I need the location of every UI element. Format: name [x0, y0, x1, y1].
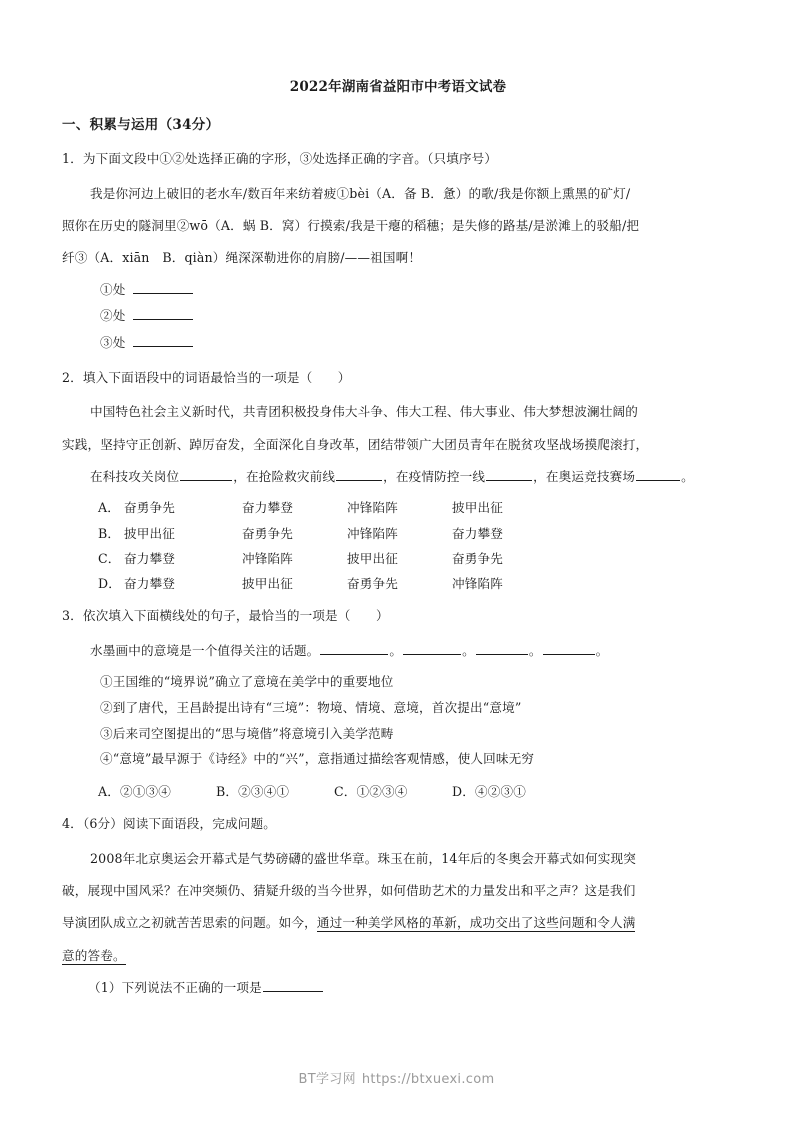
question-2-number: 2． [62, 369, 83, 385]
option-a-col-4: 披甲出征 [452, 500, 503, 516]
answer-blank-2[interactable] [133, 307, 193, 320]
footer-site-url: https://btxuexi.com [361, 1072, 495, 1087]
q2-part-3: ，在疫情防控一线 [383, 469, 486, 485]
question-3-number: 3． [62, 608, 83, 624]
option-d-col-4: 冲锋陷阵 [452, 576, 503, 592]
q3-sep-3: 。 [528, 642, 542, 658]
q2-part-2: ，在抢险救灾前线 [233, 469, 336, 485]
q2-part-5: 。 [681, 469, 694, 485]
option-a-col-1: 奋勇争先 [124, 500, 175, 516]
answer-row-3 [100, 330, 734, 356]
q3-blank-4[interactable] [543, 642, 595, 655]
question-2-body-line-3 [62, 463, 734, 491]
answer-row-1 [100, 277, 734, 303]
q3-blank-2[interactable] [403, 642, 461, 655]
page-title: 2022年湖南省益阳市中考语文试卷 [289, 79, 507, 95]
question-2-body-line-1: 中国特色社会主义新时代，共青团积极投身伟大斗争、伟大工程、伟大事业、伟大梦想波澜壮阔的 [90, 404, 638, 420]
question-3-body [62, 637, 734, 665]
answer-row-3-label: ③处 [100, 334, 126, 350]
option-c-label: C． [98, 550, 121, 566]
sequence-item-1: ①王国维的“境界说”确立了意境在美学中的重要地位 [100, 674, 394, 690]
option-a-col-2: 奋力攀登 [242, 500, 293, 516]
option-d-col-1: 奋力攀登 [124, 576, 175, 592]
question-4-stem [62, 814, 734, 834]
q3-sep-4: 。 [595, 642, 609, 658]
q2-blank-4[interactable] [636, 468, 680, 481]
q3-lead-text: 水墨画中的意境是一个值得关注的话题。 [90, 642, 320, 658]
question-4-body-line-2: 破，展现中国风采？在冲突频仍、猜疑升级的当今世界，如何借助艺术的力量发出和平之声？这是我们 [62, 883, 636, 899]
question-1-answer-blanks [62, 277, 734, 356]
question-2-option-b[interactable] [98, 521, 503, 546]
question-3-choice-c[interactable]: C．①②③④ [334, 784, 408, 800]
question-4-body-line-3 [62, 909, 734, 937]
question-4-body-line-1: 2008年北京奥运会开幕式是气势磅礴的盛世华章。珠玉在前，14年后的冬奥会开幕式如何实现突 [90, 850, 636, 866]
option-a-label: A． [98, 500, 120, 516]
question-3-stem [62, 606, 734, 626]
answer-blank-1[interactable] [133, 281, 193, 294]
question-3-sequence-list [62, 669, 734, 772]
question-1-body-line-2: 照你在历史的隧洞里②wō（A．蜗 B．窝）行摸索/我是干瘪的稻穗；是失修的路基/是淤滩上的驳船/把 [62, 217, 640, 233]
question-2-stem-text: 填入下面语段中的词语最恰当的一项是（ ） [82, 369, 351, 385]
question-1-body-line-1: 我是你河边上破旧的老水车/数百年来纺着疲①bèi（A．备 B．惫）的歌/我是你额上熏黑的矿灯/ [90, 185, 631, 201]
option-b-col-2: 奋勇争先 [242, 525, 293, 541]
page-content [62, 78, 734, 1000]
option-b-label: B． [98, 525, 121, 541]
question-2-options [98, 495, 503, 596]
sub-question-1-label: （1） [88, 980, 122, 996]
answer-row-1-label: ①处 [100, 281, 126, 297]
question-3-choices [98, 780, 734, 804]
q3-blank-3[interactable] [476, 642, 528, 655]
question-2-stem [62, 368, 734, 388]
q3-sep-2: 。 [462, 642, 475, 658]
question-1-stem-text: 为下面文段中①②处选择正确的字形，③处选择正确的字音。（只填序号） [82, 151, 498, 167]
question-1-number: 1． [62, 151, 83, 167]
answer-row-2-label: ②处 [100, 308, 126, 324]
question-4-body-line-4 [62, 942, 734, 970]
question-2-option-d[interactable] [98, 571, 503, 596]
question-2-option-c[interactable] [98, 546, 503, 571]
question-4-sub-question-1 [88, 976, 734, 1000]
option-a-col-3: 冲锋陷阵 [347, 500, 398, 516]
answer-blank-3[interactable] [133, 334, 193, 347]
question-2-body-line-2: 实践，坚持守正创新、踔厉奋发，全面深化自身改革，团结带领广大团员青年在脱贫攻坚战场摸爬滚打， [62, 436, 649, 452]
q3-sep-1: 。 [389, 642, 403, 658]
option-c-col-3: 披甲出征 [347, 550, 398, 566]
q4-line4-underlined: 意的答卷。 [62, 947, 126, 963]
q2-blank-1[interactable] [180, 468, 232, 481]
q2-part-1: 在科技攻关岗位 [90, 469, 180, 485]
option-d-label: D． [98, 576, 121, 592]
q4-line3-underlined: 通过一种美学风格的革新，成功交出了这些问题和令人满 [316, 915, 636, 931]
sub-question-1-blank[interactable] [263, 979, 323, 992]
question-4-stem-text: （6分）阅读下面语段，完成问题。 [82, 816, 276, 832]
option-c-col-1: 奋力攀登 [124, 550, 175, 566]
question-1-body-line-3: 纤③（A．xiān B．qiàn）绳深深勒进你的肩膀/——祖国啊！ [62, 250, 422, 266]
question-3-choice-a[interactable]: A．②①③④ [98, 784, 171, 800]
sequence-item-2: ②到了唐代，王昌龄提出诗有“三境”：物境、情境、意境，首次提出“意境” [100, 699, 522, 715]
sequence-item-4: ④“意境”最早源于《诗经》中的“兴”，意指通过描绘客观情感，使人回味无穷 [100, 751, 535, 767]
sub-question-1-text: 下列说法不正确的一项是 [121, 980, 262, 996]
q3-blank-1[interactable] [320, 642, 388, 655]
q2-blank-3[interactable] [486, 468, 532, 481]
question-3-choice-b[interactable]: B．②③④① [216, 784, 290, 800]
question-4-number: 4． [62, 816, 83, 832]
footer-watermark [0, 1068, 793, 1087]
q4-line3-prefix: 导演团队成立之初就苦苦思索的问题。如今， [62, 915, 317, 931]
question-2-option-a[interactable] [98, 495, 503, 520]
option-c-col-4: 奋勇争先 [452, 550, 503, 566]
section-heading: 一、积累与运用（34分） [62, 116, 220, 133]
question-3-choice-d[interactable]: D．④②③① [452, 784, 526, 800]
option-c-col-2: 冲锋陷阵 [242, 550, 293, 566]
option-d-col-2: 披甲出征 [242, 576, 293, 592]
option-b-col-4: 奋力攀登 [452, 525, 503, 541]
answer-row-2 [100, 303, 734, 329]
option-b-col-3: 冲锋陷阵 [347, 525, 398, 541]
option-d-col-3: 奋勇争先 [347, 576, 398, 592]
sequence-item-3: ③后来司空图提出的“思与境偕”将意境引入美学范畴 [100, 725, 394, 741]
question-1-stem [62, 149, 734, 169]
option-b-col-1: 披甲出征 [124, 525, 175, 541]
q2-part-4: ，在奥运竞技赛场 [533, 469, 636, 485]
question-3-stem-text: 依次填入下面横线处的句子，最恰当的一项是（ ） [82, 608, 389, 624]
footer-brand: BT学习网 [298, 1072, 356, 1087]
q2-blank-2[interactable] [336, 468, 382, 481]
